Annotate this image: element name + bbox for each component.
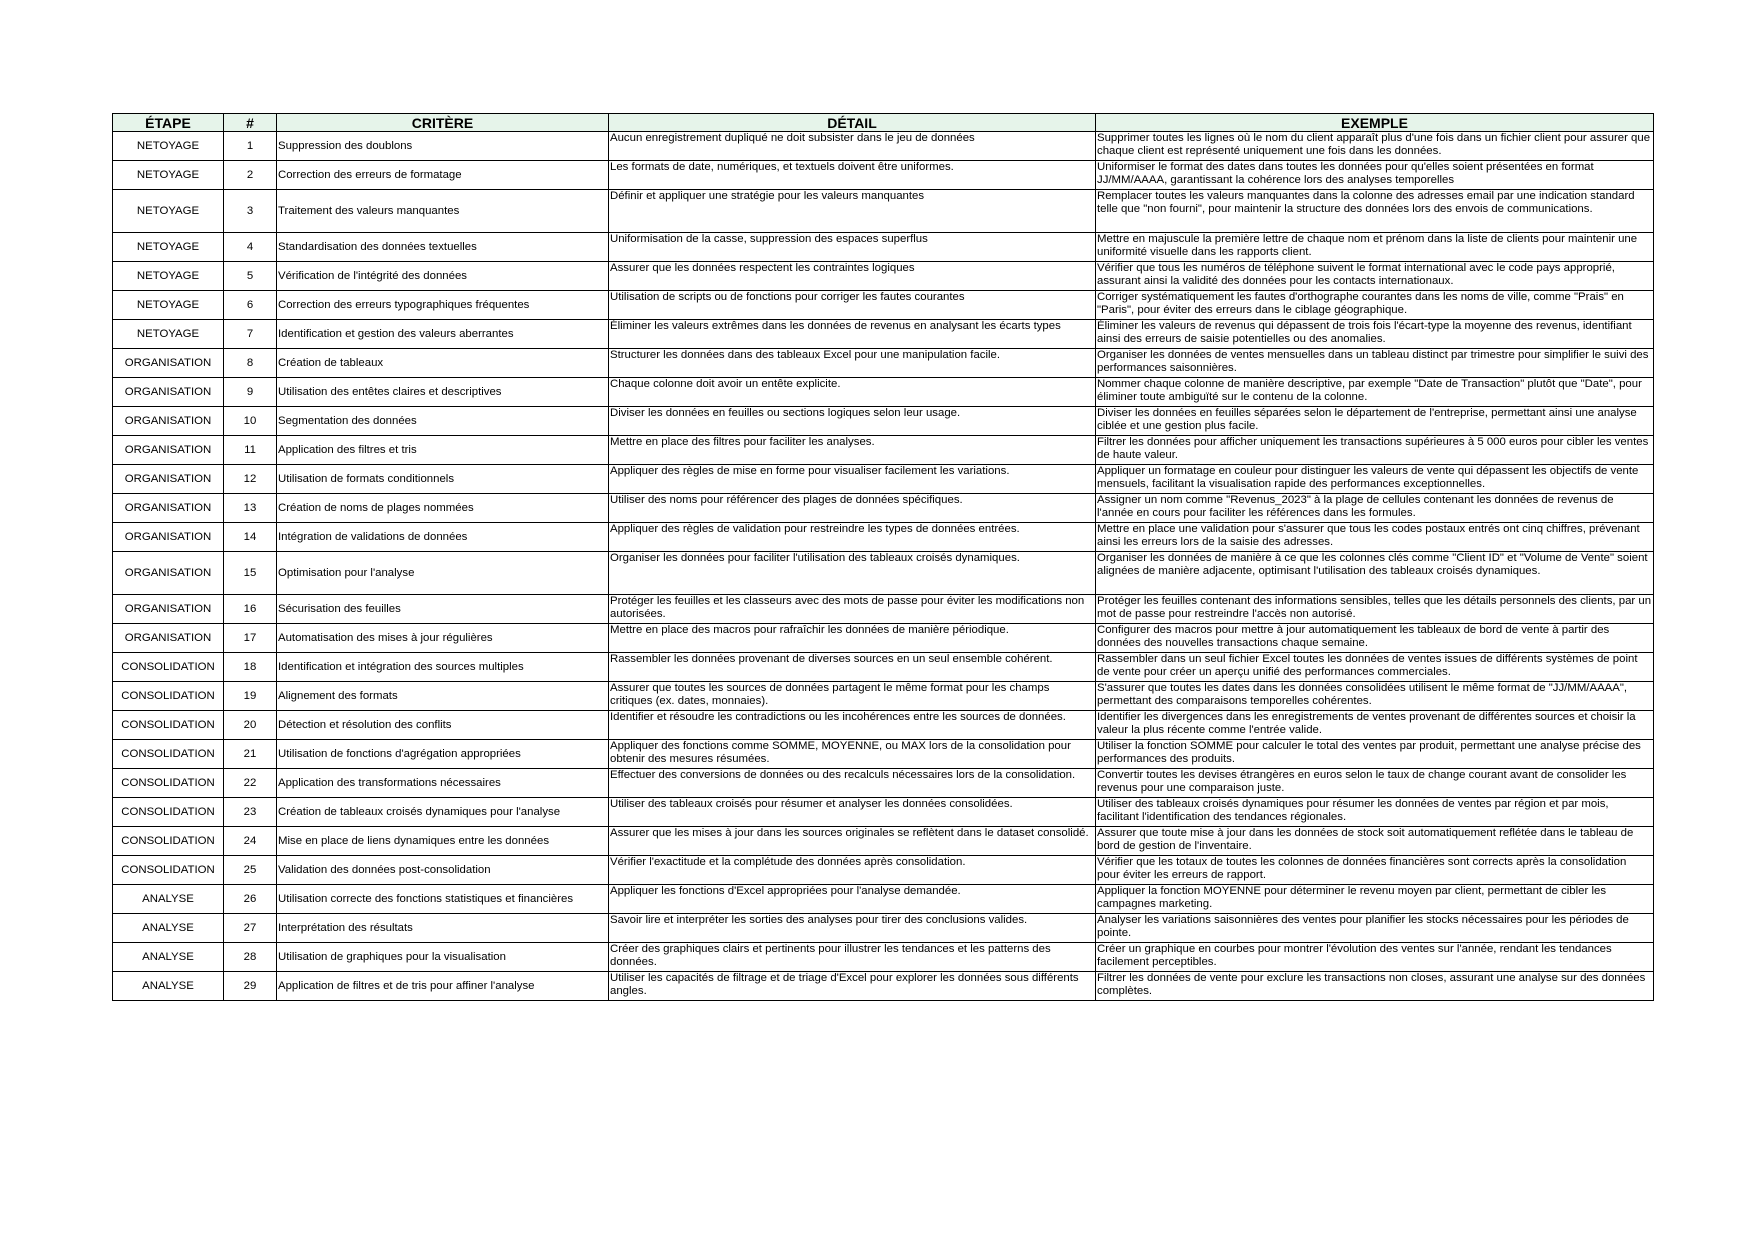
cell-exemple: Vérifier que les totaux de toutes les colonnes de données financières sont corrects après la consolidation pour éviter les erreurs de rapport. <box>1096 856 1654 885</box>
cell-number: 25 <box>224 856 277 885</box>
table-row <box>113 624 1654 653</box>
cell-detail: Effectuer des conversions de données ou des recalculs nécessaires lors de la consolidation. <box>609 769 1096 798</box>
cell-etape: CONSOLIDATION <box>113 740 224 769</box>
cell-exemple: Identifier les divergences dans les enregistrements de ventes provenant de différentes sources et choisir la valeur la plus récente comme l'entrée valide. <box>1096 711 1654 740</box>
cell-critere: Création de tableaux croisés dynamiques pour l'analyse <box>277 798 609 827</box>
table-row <box>113 436 1654 465</box>
cell-critere: Utilisation de fonctions d'agrégation appropriées <box>277 740 609 769</box>
cell-critere: Optimisation pour l'analyse <box>277 552 609 595</box>
cell-critere: Utilisation correcte des fonctions statistiques et financières <box>277 885 609 914</box>
cell-etape: ORGANISATION <box>113 523 224 552</box>
cell-detail: Assurer que les données respectent les contraintes logiques <box>609 262 1096 291</box>
cell-etape: CONSOLIDATION <box>113 798 224 827</box>
cell-exemple: Utiliser des tableaux croisés dynamiques pour résumer les données de ventes par région et par mois, facilitant l'identification des tendances régionales. <box>1096 798 1654 827</box>
table-row <box>113 161 1654 190</box>
table-row <box>113 523 1654 552</box>
cell-detail: Savoir lire et interpréter les sorties des analyses pour tirer des conclusions valides. <box>609 914 1096 943</box>
cell-number: 18 <box>224 653 277 682</box>
cell-etape: NETOYAGE <box>113 262 224 291</box>
cell-critere: Identification et intégration des sources multiples <box>277 653 609 682</box>
cell-critere: Traitement des valeurs manquantes <box>277 190 609 233</box>
table-row <box>113 769 1654 798</box>
cell-number: 1 <box>224 132 277 161</box>
cell-exemple: Appliquer la fonction MOYENNE pour déterminer le revenu moyen par client, permettant de cibler les campagnes marketing. <box>1096 885 1654 914</box>
table-row <box>113 262 1654 291</box>
cell-number: 27 <box>224 914 277 943</box>
cell-etape: NETOYAGE <box>113 291 224 320</box>
cell-number: 12 <box>224 465 277 494</box>
cell-etape: ORGANISATION <box>113 349 224 378</box>
cell-exemple: Nommer chaque colonne de manière descriptive, par exemple "Date de Transaction" plutôt que "Date", pour éliminer toute ambiguïté sur le contenu de la colonne. <box>1096 378 1654 407</box>
cell-detail: Rassembler les données provenant de diverses sources en un seul ensemble cohérent. <box>609 653 1096 682</box>
cell-critere: Utilisation de graphiques pour la visualisation <box>277 943 609 972</box>
cell-etape: ANALYSE <box>113 943 224 972</box>
table-row <box>113 798 1654 827</box>
cell-etape: NETOYAGE <box>113 132 224 161</box>
table-row <box>113 914 1654 943</box>
table-row <box>113 378 1654 407</box>
cell-exemple: Organiser les données de ventes mensuelles dans un tableau distinct par trimestre pour simplifier le suivi des performances saisonnières. <box>1096 349 1654 378</box>
cell-exemple: Créer un graphique en courbes pour montrer l'évolution des ventes sur l'année, rendant les tendances facilement perceptibles. <box>1096 943 1654 972</box>
table-row <box>113 711 1654 740</box>
cell-critere: Application de filtres et de tris pour affiner l'analyse <box>277 972 609 1001</box>
cell-critere: Application des filtres et tris <box>277 436 609 465</box>
cell-etape: ORGANISATION <box>113 407 224 436</box>
cell-etape: ORGANISATION <box>113 465 224 494</box>
header-etape: ÉTAPE <box>113 114 224 132</box>
cell-detail: Assurer que les mises à jour dans les sources originales se reflètent dans le dataset consolidé. <box>609 827 1096 856</box>
cell-critere: Segmentation des données <box>277 407 609 436</box>
cell-critere: Création de tableaux <box>277 349 609 378</box>
table-row <box>113 595 1654 624</box>
cell-exemple: Analyser les variations saisonnières des ventes pour planifier les stocks nécessaires pour les périodes de pointe. <box>1096 914 1654 943</box>
cell-etape: ANALYSE <box>113 885 224 914</box>
cell-etape: CONSOLIDATION <box>113 856 224 885</box>
cell-number: 29 <box>224 972 277 1001</box>
table-row <box>113 233 1654 262</box>
cell-detail: Appliquer des fonctions comme SOMME, MOYENNE, ou MAX lors de la consolidation pour obtenir des mesures résumées. <box>609 740 1096 769</box>
header-row <box>113 114 1654 132</box>
cell-detail: Protéger les feuilles et les classeurs avec des mots de passe pour éviter les modifications non autorisées. <box>609 595 1096 624</box>
table-row <box>113 320 1654 349</box>
table-row <box>113 190 1654 233</box>
cell-etape: NETOYAGE <box>113 233 224 262</box>
cell-critere: Application des transformations nécessaires <box>277 769 609 798</box>
cell-detail: Appliquer des règles de validation pour restreindre les types de données entrées. <box>609 523 1096 552</box>
cell-number: 22 <box>224 769 277 798</box>
cell-detail: Éliminer les valeurs extrêmes dans les données de revenus en analysant les écarts types <box>609 320 1096 349</box>
cell-number: 6 <box>224 291 277 320</box>
cell-exemple: Supprimer toutes les lignes où le nom du client apparaît plus d'une fois dans un fichier client pour assurer que chaque client est représenté uniquement une fois dans les données. <box>1096 132 1654 161</box>
cell-exemple: Mettre en majuscule la première lettre de chaque nom et prénom dans la liste de clients pour maintenir une uniformité visuelle dans les rapports client. <box>1096 233 1654 262</box>
cell-critere: Standardisation des données textuelles <box>277 233 609 262</box>
table-row <box>113 740 1654 769</box>
header-exemple: EXEMPLE <box>1096 114 1654 132</box>
cell-exemple: Remplacer toutes les valeurs manquantes dans la colonne des adresses email par une indication standard telle que "non fourni", pour maintenir la structure des données lors des envois de communications. <box>1096 190 1654 233</box>
table-row <box>113 972 1654 1001</box>
cell-number: 13 <box>224 494 277 523</box>
header-detail: DÉTAIL <box>609 114 1096 132</box>
cell-detail: Les formats de date, numériques, et textuels doivent être uniformes. <box>609 161 1096 190</box>
cell-exemple: Corriger systématiquement les fautes d'orthographe courantes dans les noms de ville, comme "Prais" en "Paris", pour éviter des erreurs dans le ciblage géographique. <box>1096 291 1654 320</box>
cell-detail: Créer des graphiques clairs et pertinents pour illustrer les tendances et les patterns des données. <box>609 943 1096 972</box>
cell-etape: ANALYSE <box>113 972 224 1001</box>
table-row <box>113 494 1654 523</box>
table-row <box>113 291 1654 320</box>
cell-number: 10 <box>224 407 277 436</box>
cell-exemple: Filtrer les données pour afficher uniquement les transactions supérieures à 5 000 euros pour cibler les ventes de haute valeur. <box>1096 436 1654 465</box>
criteria-table <box>112 113 1654 1001</box>
cell-number: 7 <box>224 320 277 349</box>
cell-detail: Mettre en place des macros pour rafraîchir les données de manière périodique. <box>609 624 1096 653</box>
cell-etape: CONSOLIDATION <box>113 682 224 711</box>
table-row <box>113 885 1654 914</box>
table-body <box>113 132 1654 1001</box>
cell-critere: Détection et résolution des conflits <box>277 711 609 740</box>
cell-exemple: Rassembler dans un seul fichier Excel toutes les données de ventes issues de différents systèmes de point de vente pour créer un aperçu unifié des performances commerciales. <box>1096 653 1654 682</box>
cell-number: 9 <box>224 378 277 407</box>
cell-etape: NETOYAGE <box>113 161 224 190</box>
cell-number: 15 <box>224 552 277 595</box>
cell-exemple: Vérifier que tous les numéros de téléphone suivent le format international avec le code pays approprié, assurant ainsi la validité des données pour les contacts internationaux. <box>1096 262 1654 291</box>
cell-etape: ORGANISATION <box>113 624 224 653</box>
cell-critere: Mise en place de liens dynamiques entre les données <box>277 827 609 856</box>
table-row <box>113 132 1654 161</box>
cell-etape: NETOYAGE <box>113 320 224 349</box>
cell-exemple: Configurer des macros pour mettre à jour automatiquement les tableaux de bord de vente à partir des données des nouvelles transactions chaque semaine. <box>1096 624 1654 653</box>
cell-detail: Aucun enregistrement dupliqué ne doit subsister dans le jeu de données <box>609 132 1096 161</box>
table-row <box>113 827 1654 856</box>
cell-critere: Utilisation des entêtes claires et descriptives <box>277 378 609 407</box>
cell-number: 23 <box>224 798 277 827</box>
cell-exemple: Assurer que toute mise à jour dans les données de stock soit automatiquement reflétée dans le tableau de bord de gestion de l'inventaire. <box>1096 827 1654 856</box>
header-critere: CRITÈRE <box>277 114 609 132</box>
cell-etape: ORGANISATION <box>113 595 224 624</box>
cell-detail: Appliquer des règles de mise en forme pour visualiser facilement les variations. <box>609 465 1096 494</box>
cell-exemple: Mettre en place une validation pour s'assurer que tous les codes postaux entrés ont cinq chiffres, prévenant ainsi les erreurs lors de la saisie des adresses. <box>1096 523 1654 552</box>
cell-number: 4 <box>224 233 277 262</box>
cell-etape: CONSOLIDATION <box>113 827 224 856</box>
cell-number: 26 <box>224 885 277 914</box>
cell-etape: ORGANISATION <box>113 494 224 523</box>
cell-detail: Vérifier l'exactitude et la complétude des données après consolidation. <box>609 856 1096 885</box>
cell-exemple: Filtrer les données de vente pour exclure les transactions non closes, assurant une analyse sur des données complètes. <box>1096 972 1654 1001</box>
cell-detail: Organiser les données pour faciliter l'utilisation des tableaux croisés dynamiques. <box>609 552 1096 595</box>
cell-number: 14 <box>224 523 277 552</box>
cell-critere: Interprétation des résultats <box>277 914 609 943</box>
cell-number: 19 <box>224 682 277 711</box>
cell-detail: Chaque colonne doit avoir un entête explicite. <box>609 378 1096 407</box>
cell-detail: Utiliser les capacités de filtrage et de triage d'Excel pour explorer les données sous différents angles. <box>609 972 1096 1001</box>
cell-critere: Validation des données post-consolidation <box>277 856 609 885</box>
cell-exemple: S'assurer que toutes les dates dans les données consolidées utilisent le même format de "JJ/MM/AAAA", permettant des comparaisons temporelles cohérentes. <box>1096 682 1654 711</box>
cell-etape: CONSOLIDATION <box>113 653 224 682</box>
cell-exemple: Appliquer un formatage en couleur pour distinguer les valeurs de vente qui dépassent les objectifs de vente mensuels, facilitant la visualisation rapide des performances exceptionnelles. <box>1096 465 1654 494</box>
cell-number: 8 <box>224 349 277 378</box>
cell-exemple: Protéger les feuilles contenant des informations sensibles, telles que les détails personnels des clients, par un mot de passe pour restreindre l'accès non autorisé. <box>1096 595 1654 624</box>
cell-etape: ANALYSE <box>113 914 224 943</box>
table-header <box>113 114 1654 132</box>
cell-critere: Alignement des formats <box>277 682 609 711</box>
cell-detail: Appliquer les fonctions d'Excel appropriées pour l'analyse demandée. <box>609 885 1096 914</box>
cell-exemple: Utiliser la fonction SOMME pour calculer le total des ventes par produit, permettant une analyse précise des performances des produits. <box>1096 740 1654 769</box>
cell-number: 24 <box>224 827 277 856</box>
table-row <box>113 407 1654 436</box>
table-row <box>113 465 1654 494</box>
cell-number: 5 <box>224 262 277 291</box>
cell-detail: Diviser les données en feuilles ou sections logiques selon leur usage. <box>609 407 1096 436</box>
cell-exemple: Uniformiser le format des dates dans toutes les données pour qu'elles soient présentées en format JJ/MM/AAAA, garantissant la cohérence lors des analyses temporelles <box>1096 161 1654 190</box>
cell-critere: Identification et gestion des valeurs aberrantes <box>277 320 609 349</box>
cell-number: 21 <box>224 740 277 769</box>
table-row <box>113 856 1654 885</box>
cell-number: 28 <box>224 943 277 972</box>
cell-number: 2 <box>224 161 277 190</box>
cell-exemple: Éliminer les valeurs de revenus qui dépassent de trois fois l'écart-type la moyenne des revenus, identifiant ainsi des erreurs de saisie potentielles ou des anomalies. <box>1096 320 1654 349</box>
cell-detail: Identifier et résoudre les contradictions ou les incohérences entre les sources de données. <box>609 711 1096 740</box>
cell-etape: ORGANISATION <box>113 378 224 407</box>
cell-critere: Correction des erreurs de formatage <box>277 161 609 190</box>
cell-exemple: Assigner un nom comme "Revenus_2023" à la plage de cellules contenant les données de revenus de l'année en cours pour faciliter les références dans les formules. <box>1096 494 1654 523</box>
cell-exemple: Convertir toutes les devises étrangères en euros selon le taux de change courant avant de consolider les revenus pour une comparaison juste. <box>1096 769 1654 798</box>
table-row <box>113 349 1654 378</box>
cell-critere: Suppression des doublons <box>277 132 609 161</box>
cell-etape: NETOYAGE <box>113 190 224 233</box>
cell-number: 16 <box>224 595 277 624</box>
cell-etape: CONSOLIDATION <box>113 711 224 740</box>
cell-exemple: Organiser les données de manière à ce que les colonnes clés comme "Client ID" et "Volume de Vente" soient alignées de manière adjacente, optimisant l'utilisation des tableaux croisés dynamiques. <box>1096 552 1654 595</box>
header-number: # <box>224 114 277 132</box>
table-row <box>113 943 1654 972</box>
cell-etape: ORGANISATION <box>113 436 224 465</box>
cell-critere: Utilisation de formats conditionnels <box>277 465 609 494</box>
cell-critere: Sécurisation des feuilles <box>277 595 609 624</box>
cell-detail: Assurer que toutes les sources de données partagent le même format pour les champs critiques (ex. dates, monnaies). <box>609 682 1096 711</box>
cell-critere: Création de noms de plages nommées <box>277 494 609 523</box>
cell-critere: Intégration de validations de données <box>277 523 609 552</box>
cell-detail: Utilisation de scripts ou de fonctions pour corriger les fautes courantes <box>609 291 1096 320</box>
table-row <box>113 552 1654 595</box>
cell-etape: CONSOLIDATION <box>113 769 224 798</box>
cell-etape: ORGANISATION <box>113 552 224 595</box>
cell-number: 20 <box>224 711 277 740</box>
cell-number: 3 <box>224 190 277 233</box>
cell-detail: Structurer les données dans des tableaux Excel pour une manipulation facile. <box>609 349 1096 378</box>
cell-number: 11 <box>224 436 277 465</box>
table-row <box>113 653 1654 682</box>
cell-critere: Automatisation des mises à jour régulières <box>277 624 609 653</box>
cell-detail: Utiliser des tableaux croisés pour résumer et analyser les données consolidées. <box>609 798 1096 827</box>
cell-number: 17 <box>224 624 277 653</box>
table-row <box>113 682 1654 711</box>
cell-exemple: Diviser les données en feuilles séparées selon le département de l'entreprise, permettant ainsi une analyse ciblée et une gestion plus facile. <box>1096 407 1654 436</box>
cell-critere: Correction des erreurs typographiques fréquentes <box>277 291 609 320</box>
cell-detail: Uniformisation de la casse, suppression des espaces superflus <box>609 233 1096 262</box>
cell-detail: Mettre en place des filtres pour faciliter les analyses. <box>609 436 1096 465</box>
cell-detail: Utiliser des noms pour référencer des plages de données spécifiques. <box>609 494 1096 523</box>
cell-critere: Vérification de l'intégrité des données <box>277 262 609 291</box>
cell-detail: Définir et appliquer une stratégie pour les valeurs manquantes <box>609 190 1096 233</box>
